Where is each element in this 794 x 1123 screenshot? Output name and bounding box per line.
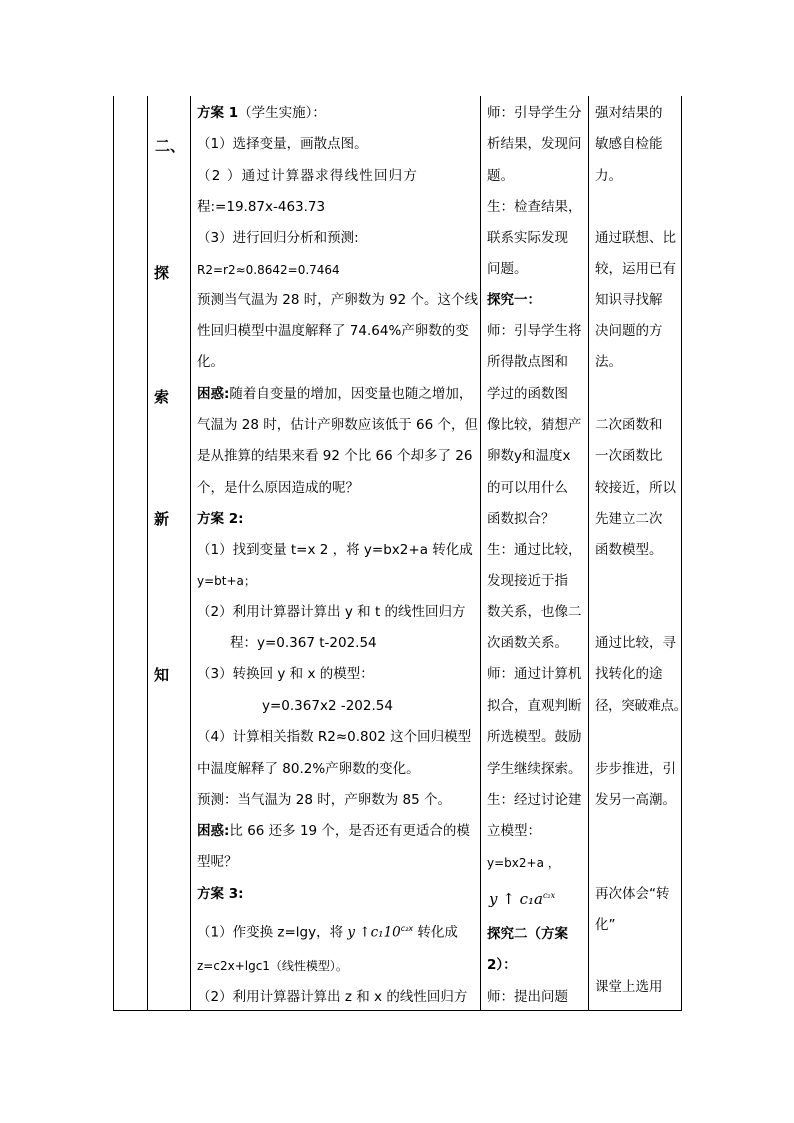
plan2-step4b: 中温度解释了 80.2%产卵数的变化。 [197, 761, 420, 777]
intent-line: 较接近，所以 [595, 480, 676, 496]
section-char-tan: 探 [154, 264, 170, 282]
table-border-left [113, 96, 114, 1011]
teacher-line: 立模型： [487, 823, 541, 839]
confuse2-text-a: 比 66 还多 19 个，是否还有更适合的模 [229, 823, 470, 839]
teacher-line: 所选模型。鼓励 [487, 729, 582, 745]
intent-line: 再次体会“转 [595, 886, 670, 902]
teacher-model-2 [489, 887, 555, 908]
confuse1-line-d: 个，是什么原因造成的呢？ [197, 480, 359, 496]
intent-line: 一次函数比 [595, 448, 663, 464]
confuse1-line-a [197, 385, 472, 403]
teacher-line: 联系实际发现 [487, 230, 568, 246]
teacher-line: 题。 [487, 168, 514, 184]
plan2-step4a: （4）计算相关指数 R2≈0.802 这个回归模型 [197, 729, 472, 745]
plan2-step3b: y=0.367x2 -202.54 [262, 698, 393, 714]
table-border-right [681, 96, 682, 1011]
intent-line: 力。 [595, 168, 622, 184]
teacher-model-1: y=bx2+a ， [487, 856, 560, 870]
plan3-step1-prefix: （1）作变换 z=lgy，将 [197, 924, 344, 941]
table-border-bottom [113, 1010, 682, 1011]
confuse1-label: 困惑: [197, 386, 230, 402]
teacher-line: 生：经过讨论建 [487, 792, 582, 808]
intent-line: 决问题的方 [595, 323, 663, 339]
teacher-line: 析结果，发现问 [487, 136, 582, 152]
plan2-step2b: 程：y=0.367 t-202.54 [230, 635, 377, 651]
teacher-line: 师：引导学生将 [487, 323, 582, 339]
teacher-line: 所得散点图和 [487, 354, 568, 370]
plan1-step1: （1）选择变量，画散点图。 [197, 136, 368, 152]
plan2-step2a: （2）利用计算器计算出 y 和 t 的线性回归方 [197, 604, 466, 620]
plan1-pred-b: 性回归模型中温度解释了 74.64%产卵数的变 [197, 323, 469, 339]
plan3-step1a [197, 920, 458, 942]
teacher-line: 学生继续探索。 [487, 761, 582, 777]
intent-line: 化” [595, 917, 616, 933]
plan3-step2: （2）利用计算器计算出 z 和 x 的线性回归方 [197, 989, 468, 1005]
teacher-line: 发现接近于指 [487, 573, 568, 589]
confuse1-line-c: 是从推算的结果来看 92 个比 66 个却多了 26 [197, 448, 473, 464]
intent-line: 发另一高潮。 [595, 792, 676, 808]
teacher-line: 师：提出问题 [487, 989, 568, 1005]
plan1-line [197, 104, 326, 122]
section-number: 二、 [155, 137, 186, 155]
plan1-pred-a: 预测当气温为 28 时，产卵数为 92 个。这个线 [197, 292, 479, 308]
plan1-step2b: 程:=19.87x-463.73 [197, 199, 326, 215]
intent-line: 知识寻找解 [595, 292, 663, 308]
intent-line: 径，突破难点。 [595, 698, 687, 714]
intent-line: 通过比较，寻 [595, 635, 676, 651]
plan1-title: 方案 1 [197, 105, 239, 121]
plan2-title: 方案 2: [197, 511, 244, 527]
intent-line: 课堂上选用 [595, 979, 663, 995]
teacher-line: 师：引导学生分 [487, 105, 582, 121]
teacher-line: 次函数关系。 [487, 635, 568, 651]
teacher-model-2-formula: y ↑ c₁a [489, 890, 543, 908]
teacher-line: 学过的函数图 [487, 386, 568, 402]
intent-line: 先建立二次 [595, 511, 663, 527]
intent-line: 二次函数和 [595, 417, 663, 433]
explore1-heading: 探究一： [487, 292, 541, 308]
intent-line: 法。 [595, 354, 622, 370]
plan1-note: （学生实施）： [238, 105, 326, 121]
teacher-line: 生：通过比较， [487, 542, 582, 558]
plan1-step2a: （2 ）通过计算器求得线性回归方 [197, 168, 419, 184]
plan3-step1-suffix: 转化成 [417, 924, 458, 941]
table-divider-3 [480, 96, 481, 1011]
confuse2-line-a [197, 822, 470, 840]
confuse2-line-b: 型呢？ [197, 854, 238, 870]
teacher-line: 数关系，也像二 [487, 604, 582, 620]
plan2-step1b: y=bt+a； [197, 574, 256, 588]
table-divider-1 [147, 96, 148, 1011]
plan3-title: 方案 3: [197, 886, 244, 902]
plan3-formula-exponent: c₂x [400, 924, 414, 933]
teacher-line: 卵数y和温度x [487, 448, 571, 464]
intent-line: 通过联想、比 [595, 230, 676, 246]
teacher-line: 师：通过计算机 [487, 666, 582, 682]
plan2-step1a: （1）找到变量 t=x 2 ，将 y=bx2+a 转化成 [197, 542, 473, 558]
table-divider-2 [190, 96, 191, 1011]
teacher-line: 的可以用什么 [487, 480, 568, 496]
teacher-line: 拟合，直观判断 [487, 698, 582, 714]
intent-line: 强对结果的 [595, 105, 663, 121]
explore2-heading-b: 2）： [487, 957, 517, 973]
plan3-formula: y ↑c₁10 [347, 924, 401, 941]
confuse1-line-b: 气温为 28 时，估计产卵数应该低于 66 个，但 [197, 417, 479, 433]
plan2-step3a: （3）转换回 y 和 x 的模型： [197, 666, 374, 682]
explore2-heading-a: 探究二（方案 [487, 926, 568, 942]
intent-line: 敏感自检能 [595, 136, 663, 152]
plan2-prediction: 预测：当气温为 28 时，产卵数为 85 个。 [197, 792, 452, 808]
teacher-line: 函数拟合？ [487, 511, 555, 527]
plan1-step3a: （3）进行回归分析和预测: [197, 230, 359, 246]
section-char-zhi: 知 [154, 666, 170, 684]
plan3-step1b: z=c2x+lgc1（线性模型）。 [197, 959, 348, 973]
intent-line: 函数模型。 [595, 542, 663, 558]
teacher-model-2-exponent: c₂x [542, 891, 556, 900]
section-char-xin: 新 [154, 510, 170, 528]
teacher-line: 像比较，猜想产 [487, 417, 582, 433]
section-char-suo: 索 [154, 388, 170, 406]
intent-line: 找转化的途 [595, 666, 663, 682]
intent-line: 较，运用已有 [595, 261, 676, 277]
table-divider-4 [588, 96, 589, 1011]
confuse1-text-a: 随着自变量的增加，因变量也随之增加， [229, 386, 473, 402]
teacher-line: 问题。 [487, 261, 528, 277]
intent-line: 步步推进，引 [595, 761, 676, 777]
confuse2-label: 困惑: [197, 823, 230, 839]
plan1-pred-c: 化。 [197, 354, 224, 370]
teacher-line: 生：检查结果， [487, 199, 582, 215]
plan1-step3b: R2=r2≈0.8642=0.7464 [197, 263, 340, 277]
